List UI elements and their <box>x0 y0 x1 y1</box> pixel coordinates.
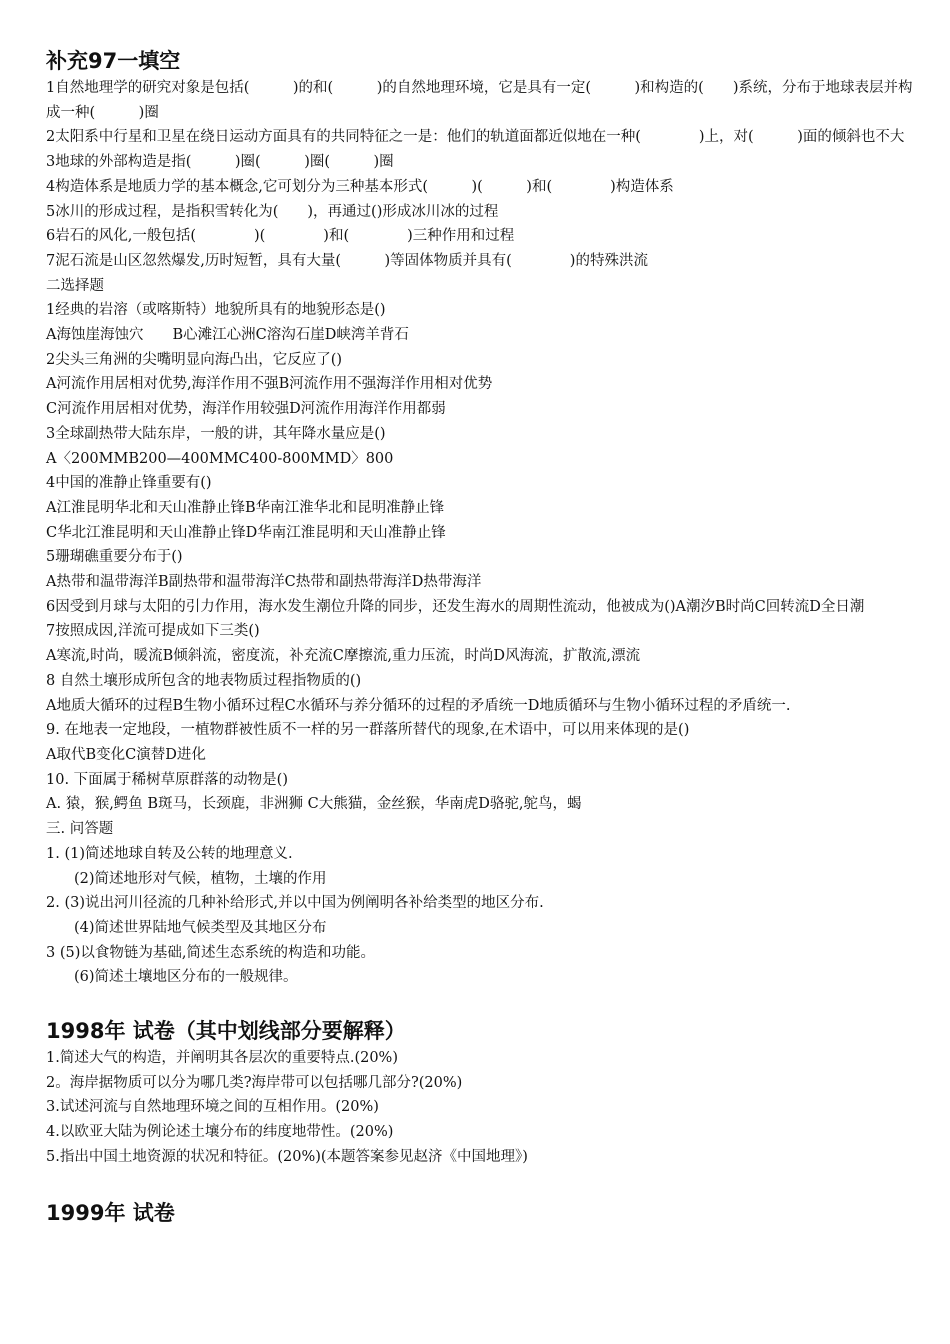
choice-line: 1经典的岩溶（或喀斯特）地貌所具有的地貌形态是() <box>46 302 386 319</box>
fill-question-5: 5冰川的形成过程，是指积雪转化为( )，再通过()形成冰川冰的过程 <box>46 203 499 220</box>
choice-line: 2尖头三角洲的尖嘴明显向海凸出，它反应了() <box>46 351 343 368</box>
choice-line: 10. 下面属于稀树草原群落的动物是() <box>46 771 288 788</box>
fill-question-3: 3地球的外部构造是指( )圈( )圈( )圈 <box>46 154 394 171</box>
section-title-97: 补充97一填空 <box>46 49 181 73</box>
exam-1998-question: 5.指出中国土地资源的状况和特征。(20%)(本题答案参见赵济《中国地理》) <box>46 1148 528 1165</box>
choice-line: A热带和温带海洋B副热带和温带海洋C热带和副热带海洋D热带海洋 <box>46 574 482 591</box>
section-title-1999: 1999年 试卷 <box>46 1200 175 1225</box>
choice-line: C河流作用居相对优势，海洋作用较强D河流作用海洋作用都弱 <box>46 401 446 418</box>
document-page <box>46 46 916 1228</box>
choice-line: A地质大循环的过程B生物小循环过程C水循环与养分循环的过程的矛盾统一D地质循环与生物小循环过程的矛盾统一. <box>46 697 791 714</box>
choice-line: 5珊瑚礁重要分布于() <box>46 549 183 566</box>
qa-line: (4)简述世界陆地气候类型及其地区分布 <box>74 919 327 936</box>
exam-1998-question: 3.试述河流与自然地理环境之间的互相作用。(20%) <box>46 1099 379 1116</box>
qa-section-heading: 三. 问答题 <box>46 821 114 838</box>
section-spacer <box>46 990 916 1016</box>
qa-line: (2)简述地形对气候，植物，土壤的作用 <box>74 870 327 887</box>
fill-question-4: 4构造体系是地质力学的基本概念,它可划分为三种基本形式( )( )和( )构造体系 <box>46 178 674 195</box>
fill-question-7: 7泥石流是山区忽然爆发,历时短暂，具有大量( )等固体物质并具有( )的特殊洪流 <box>46 252 648 269</box>
exam-1998-question: 2。海岸据物质可以分为哪几类?海岸带可以包括哪几部分?(20%) <box>46 1074 463 1091</box>
choice-line: A河流作用居相对优势,海洋作用不强B河流作用不强海洋作用相对优势 <box>46 376 493 393</box>
choice-line: 7按照成因,洋流可提成如下三类() <box>46 623 260 640</box>
section-title-1998: 1998年 试卷（其中划线部分要解释） <box>46 1019 406 1044</box>
qa-line: (6)简述土壤地区分布的一般规律。 <box>74 969 298 986</box>
choice-line: 8 自然土壤形成所包含的地表物质过程指物质的() <box>46 672 362 689</box>
choice-line: 4中国的准静止锋重要有() <box>46 475 212 492</box>
fill-question-6: 6岩石的风化,一般包括( )( )和( )三种作用和过程 <box>46 228 515 245</box>
qa-line: 1. (1)简述地球自转及公转的地理意义. <box>46 845 293 862</box>
choice-line: A〈200MMB200—400MMC400-800MMD〉800 <box>46 450 394 467</box>
choice-line: 9. 在地表一定地段，一植物群被性质不一样的另一群落所替代的现象,在术语中，可以用来体现的是() <box>46 722 690 739</box>
qa-line: 3 (5)以食物链为基础,简述生态系统的构造和功能。 <box>46 944 375 961</box>
qa-line: 2. (3)说出河川径流的几种补给形式,并以中国为例阐明各补给类型的地区分布. <box>46 895 544 912</box>
exam-1998-question: 1.简述大气的构造，并阐明其各层次的重要特点.(20%) <box>46 1050 398 1067</box>
choice-line: A海蚀崖海蚀穴 B心滩江心洲C溶沟石崖D峡湾羊背石 <box>46 327 409 344</box>
choice-line: C华北江淮昆明和天山准静止锋D华南江淮昆明和天山准静止锋 <box>46 524 446 541</box>
fill-question-1: 1自然地理学的研究对象是包括( )的和( )的自然地理环境，它是具有一定( )和构造的( )系统，分布于地球表层并构成一种( )圈 <box>46 80 913 121</box>
choice-line: A寒流,时尚，暖流B倾斜流，密度流，补充流C摩擦流,重力压流，时尚D风海流，扩散流,漂流 <box>46 648 641 665</box>
choice-line: A江淮昆明华北和天山准静止锋B华南江淮华北和昆明准静止锋 <box>46 499 445 516</box>
choice-line: A取代B变化C演替D进化 <box>46 746 206 763</box>
exam-1998-question: 4.以欧亚大陆为例论述土壤分布的纬度地带性。(20%) <box>46 1124 394 1141</box>
choice-line: 6因受到月球与太阳的引力作用，海水发生潮位升降的同步，还发生海水的周期性流动，他被成为()A潮汐B时尚C回转流D全日潮 <box>46 598 865 615</box>
fill-question-2: 2太阳系中行星和卫星在绕日运动方面具有的共同特征之一是：他们的轨道面都近似地在一种( )上，对( )面的倾斜也不大 <box>46 129 905 146</box>
choice-line: 3全球副热带大陆东岸，一般的讲，其年降水量应是() <box>46 425 386 442</box>
choice-section-heading: 二选择题 <box>46 277 104 294</box>
section-spacer <box>46 1170 916 1198</box>
choice-line: A. 猿，猴,鳄鱼 B斑马，长颈鹿，非洲狮 C大熊猫，金丝猴，华南虎D骆驼,鸵鸟，蝎 <box>46 796 582 813</box>
